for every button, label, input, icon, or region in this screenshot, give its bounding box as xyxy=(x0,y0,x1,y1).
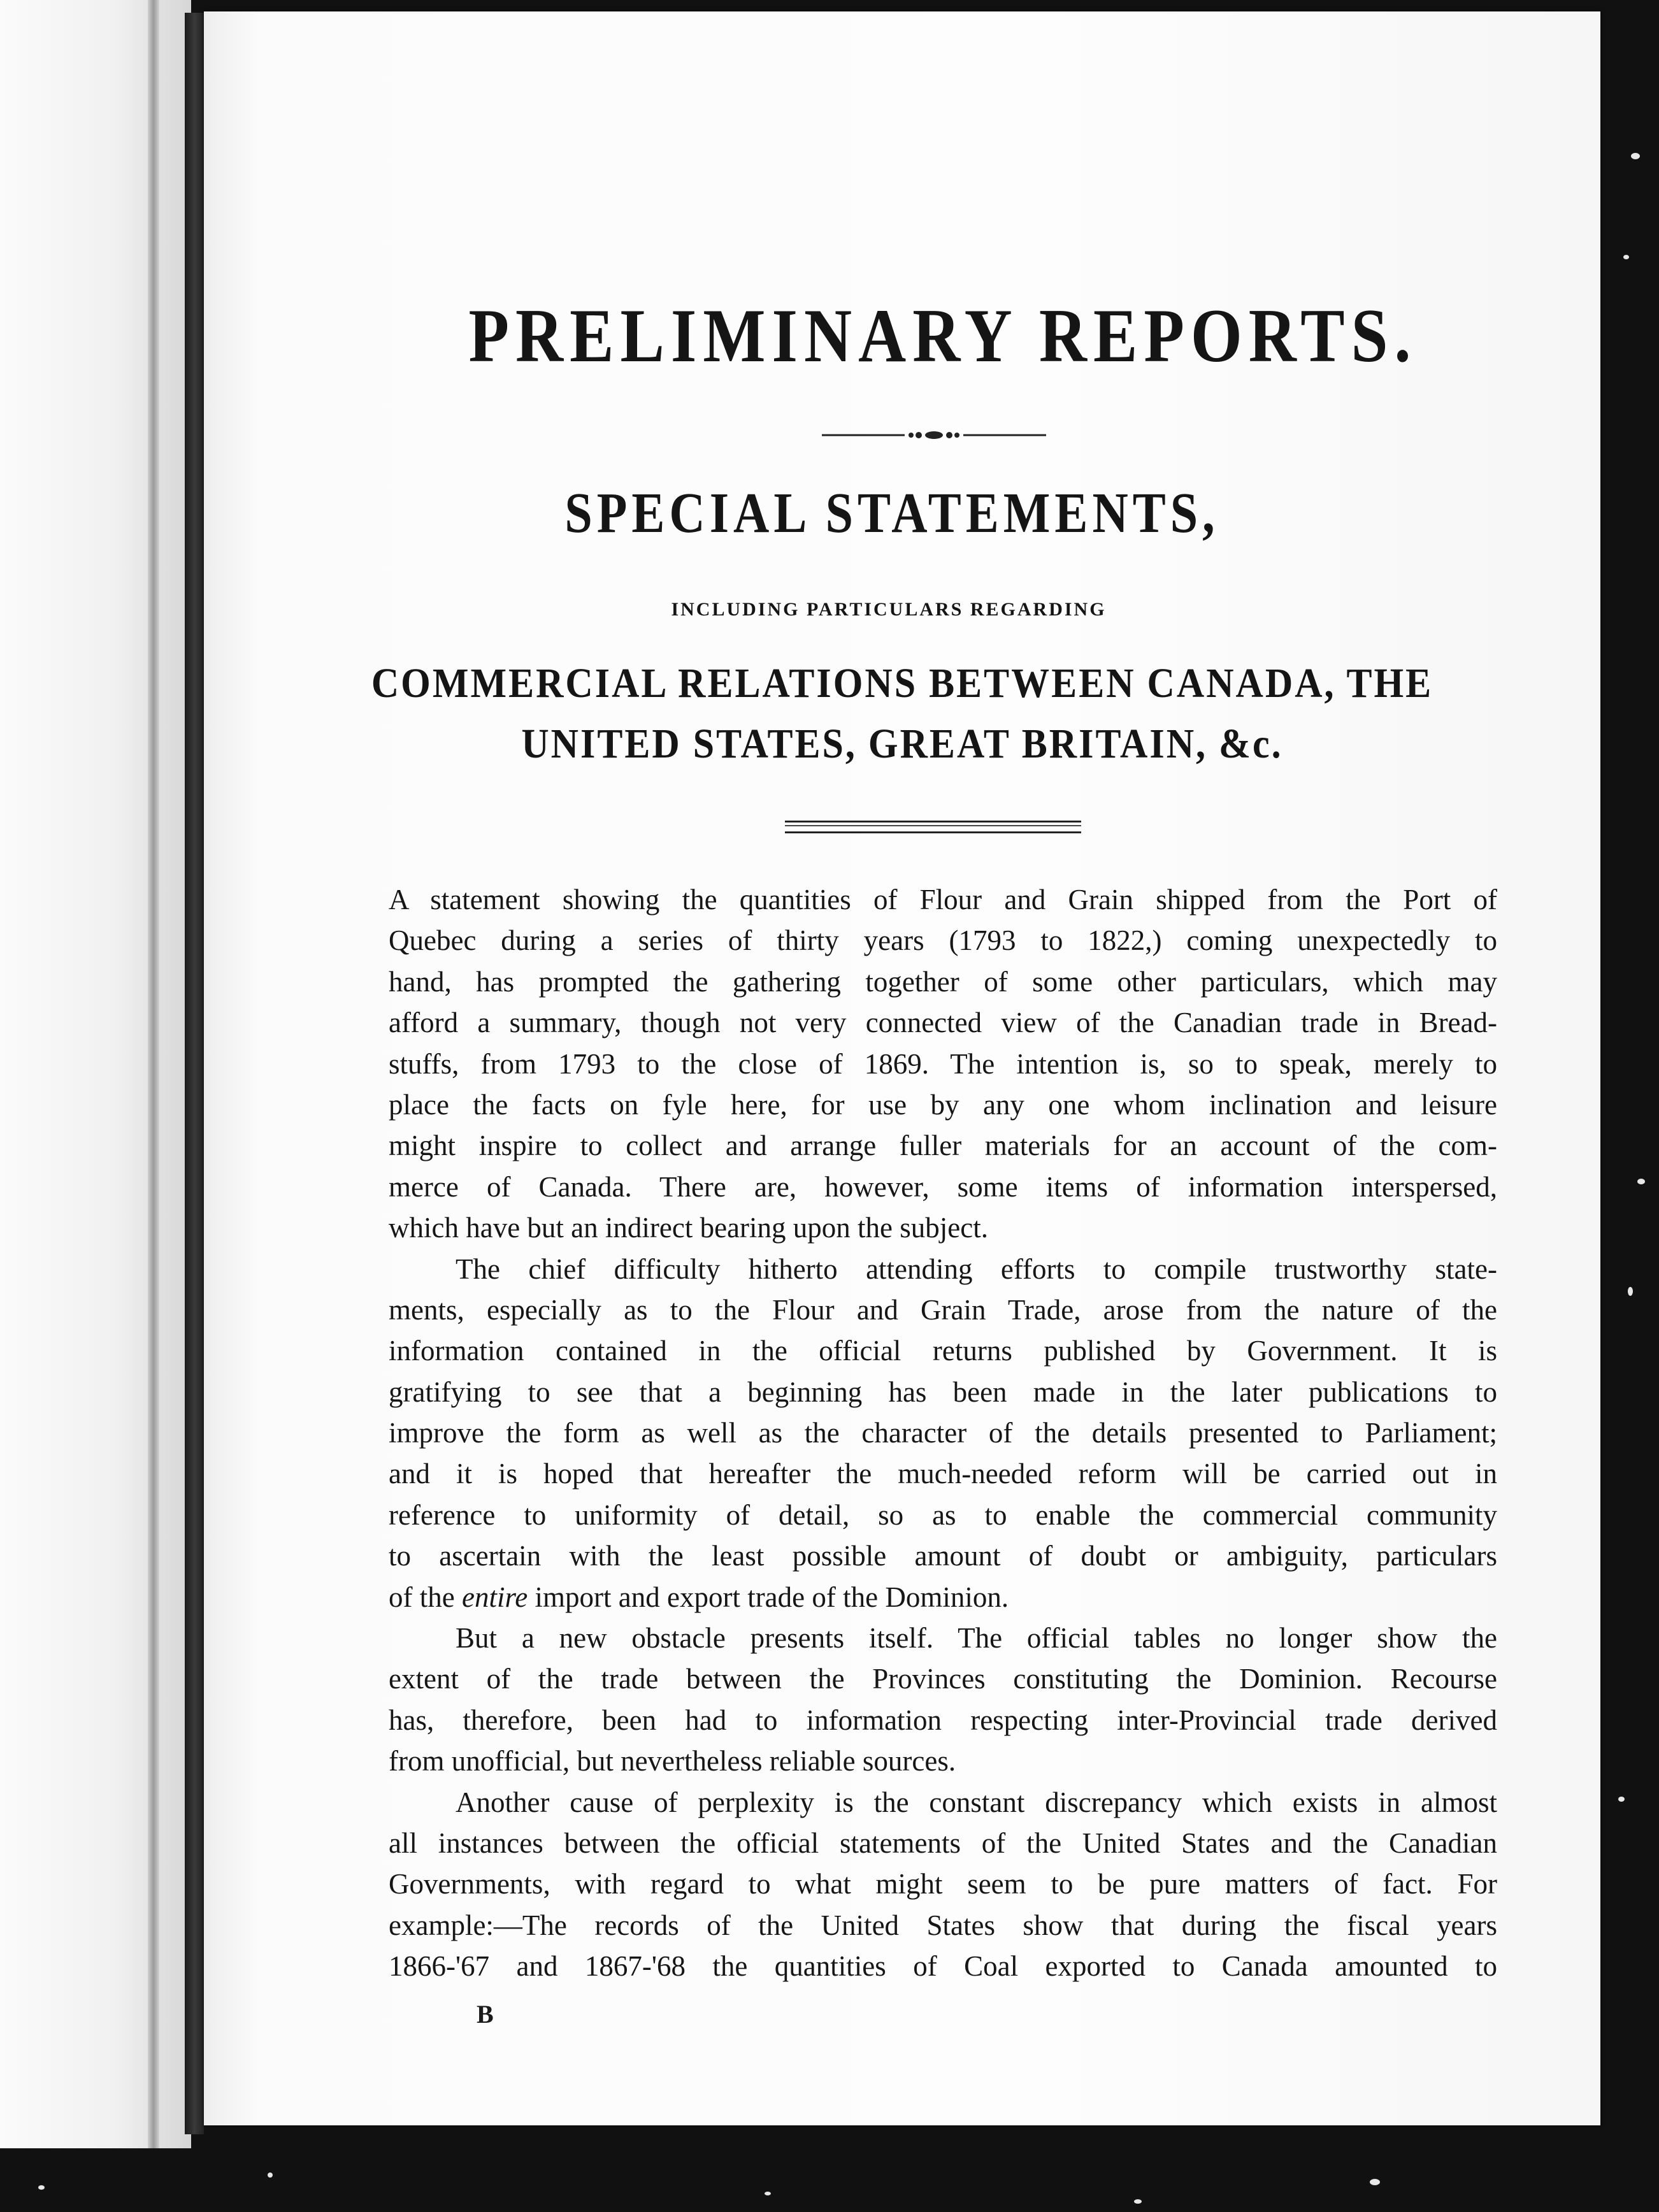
text-line: The chief difficulty hitherto attending efforts to compile trustworthy state- xyxy=(456,1253,1497,1285)
report-title-line-2: UNITED STATES, GREAT BRITAIN, &c. xyxy=(521,720,1283,767)
text-line: gratifying to see that a beginning has been made in the later publications to xyxy=(389,1375,1497,1408)
text-line: information contained in the official returns published by Government. It is xyxy=(389,1335,1497,1367)
text-line-end: import and export trade of the Dominion. xyxy=(535,1581,1009,1613)
text-line: has, therefore, been had to information respecting inter-Provincial trade derived xyxy=(389,1704,1497,1736)
double-rule-divider xyxy=(785,821,1081,833)
text-line: afford a summary, though not very connected view of the Canadian trade in Bread- xyxy=(389,1007,1497,1039)
scan-speck xyxy=(1637,1179,1645,1184)
book-gutter xyxy=(185,13,204,2134)
facing-page-edge xyxy=(148,0,159,2148)
ornamental-divider xyxy=(822,429,1046,442)
text-line: Governments, with regard to what might seem to be pure matters of fact. For xyxy=(389,1868,1497,1900)
body-text xyxy=(389,879,1497,1987)
document-page xyxy=(204,11,1600,2125)
text-line: Another cause of perplexity is the constant discrepancy which exists in almost xyxy=(456,1786,1497,1818)
page-title: PRELIMINARY REPORTS. xyxy=(468,294,1418,378)
text-line: example:—The records of the United States show that during the fiscal years xyxy=(389,1909,1497,1941)
scan-speck xyxy=(38,2185,45,2190)
text-line: A statement showing the quantities of Flour and Grain shipped from the Port of xyxy=(389,884,1497,916)
text-line: reference to uniformity of detail, so as to enable the commercial community xyxy=(389,1498,1497,1531)
scan-speck xyxy=(1623,255,1629,259)
scan-speck xyxy=(1628,1287,1633,1296)
scan-speck xyxy=(1134,2199,1142,2204)
text-line: all instances between the official statements of the United States and the Canadian xyxy=(389,1827,1497,1859)
facing-page xyxy=(0,0,191,2148)
text-line: might inspire to collect and arrange fuller materials for an account of the com- xyxy=(389,1130,1497,1162)
text-line: Quebec during a series of thirty years (1793 to 1822,) coming unexpectedly to xyxy=(389,924,1497,957)
scan-speck xyxy=(765,2192,771,2195)
text-line: to ascertain with the least possible amount of doubt or ambiguity, particulars xyxy=(389,1540,1497,1572)
section-title: SPECIAL STATEMENTS, xyxy=(564,480,1219,545)
text-line: stuffs, from 1793 to the close of 1869. The intention is, so to speak, merely to xyxy=(389,1047,1497,1080)
scan-speck xyxy=(1370,2179,1380,2185)
text-line: extent of the trade between the Provinces constituting the Dominion. Recourse xyxy=(389,1663,1497,1695)
text-line: which have but an indirect bearing upon the subject. xyxy=(389,1212,988,1244)
scan-speck xyxy=(1631,153,1640,159)
text-line: hand, has prompted the gathering together of some other particulars, which may xyxy=(389,965,1497,998)
signature-mark: B xyxy=(477,2000,494,2029)
text-line: merce of Canada. There are, however, some items of information interspersed, xyxy=(389,1170,1497,1203)
text-line: place the facts on fyle here, for use by any one whom inclination and leisure xyxy=(389,1088,1497,1121)
report-title-line-1: COMMERCIAL RELATIONS BETWEEN CANADA, THE xyxy=(371,659,1433,707)
text-line: improve the form as well as the character of the details presented to Parliament; xyxy=(389,1417,1497,1449)
text-line: and it is hoped that hereafter the much-needed reform will be carried out in xyxy=(389,1458,1497,1490)
emphasized-word: entire xyxy=(461,1581,528,1613)
subheading: INCLUDING PARTICULARS REGARDING xyxy=(671,599,1107,620)
text-line-start: of the xyxy=(389,1581,455,1613)
text-line: from unofficial, but nevertheless reliable sources. xyxy=(389,1745,956,1778)
scan-speck xyxy=(268,2172,273,2178)
scan-speck xyxy=(1618,1797,1625,1802)
text-line: 1866-'67 and 1867-'68 the quantities of Coal exported to Canada amounted to xyxy=(389,1950,1497,1983)
text-line xyxy=(389,1577,1497,1618)
text-line: But a new obstacle presents itself. The official tables no longer show the xyxy=(456,1622,1497,1655)
text-line: ments, especially as to the Flour and Grain Trade, arose from the nature of the xyxy=(389,1293,1497,1326)
